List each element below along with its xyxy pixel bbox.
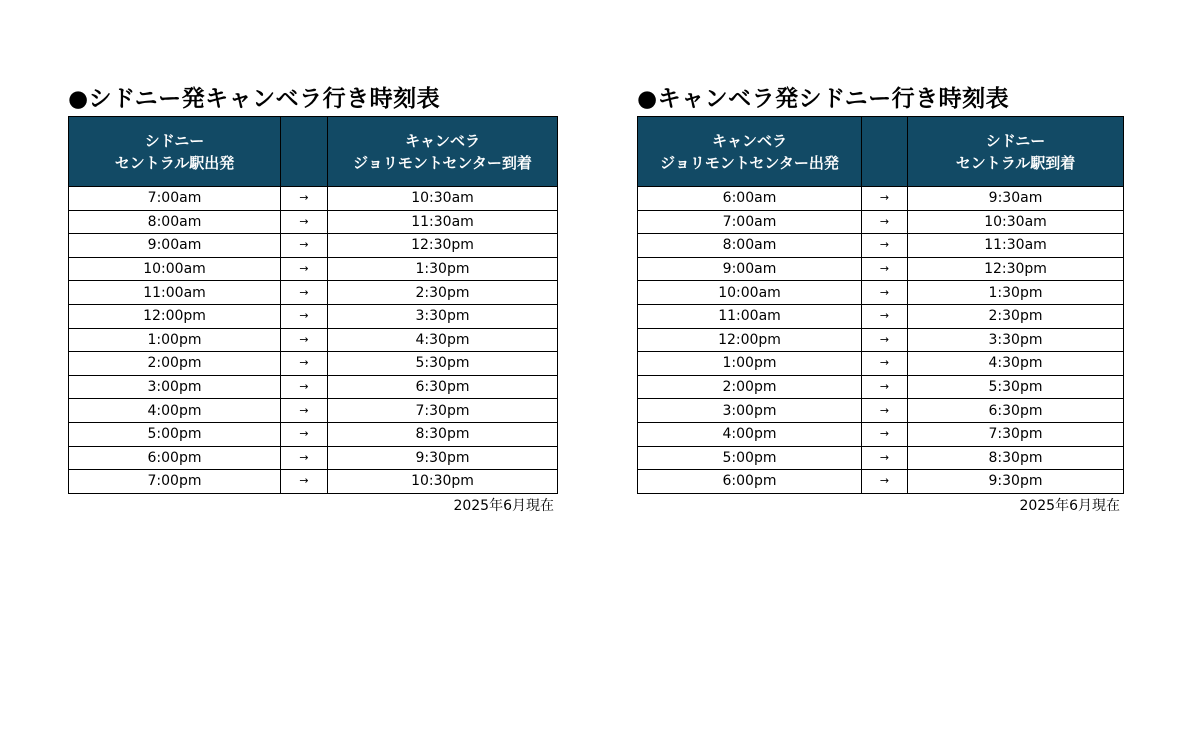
arrival-time-cell: 10:30pm (328, 470, 558, 494)
arrow-icon: → (862, 257, 908, 281)
arrival-time-cell: 1:30pm (908, 281, 1124, 305)
departure-time-cell: 5:00pm (638, 446, 862, 470)
table-row (69, 210, 558, 234)
departure-time-cell: 6:00pm (638, 470, 862, 494)
departure-time-cell: 8:00am (69, 210, 281, 234)
as-of-note: 2025年6月現在 (453, 497, 554, 514)
departure-time-cell: 7:00am (638, 210, 862, 234)
arrival-time-cell: 12:30pm (328, 234, 558, 258)
arrival-time-cell: 4:30pm (908, 352, 1124, 376)
sydney-to-canberra-table (68, 116, 558, 494)
arrival-time-cell: 5:30pm (908, 375, 1124, 399)
arrival-time-cell: 8:30pm (908, 446, 1124, 470)
table-row (69, 187, 558, 211)
arrow-column-header (281, 117, 328, 187)
arrival-time-cell: 7:30pm (908, 422, 1124, 446)
table-row (638, 210, 1124, 234)
table-row (638, 328, 1124, 352)
departure-time-cell: 10:00am (69, 257, 281, 281)
arrival-column-header: シドニー セントラル駅到着 (908, 117, 1124, 187)
departure-time-cell: 3:00pm (638, 399, 862, 423)
arrow-icon: → (281, 375, 328, 399)
arrival-time-cell: 6:30pm (908, 399, 1124, 423)
departure-time-cell: 9:00am (638, 257, 862, 281)
arrow-icon: → (281, 446, 328, 470)
canberra-to-sydney-panel (637, 84, 1124, 515)
table-row (69, 234, 558, 258)
table-row (69, 257, 558, 281)
arrow-icon: → (281, 210, 328, 234)
arrow-icon: → (862, 210, 908, 234)
arrow-icon: → (862, 234, 908, 258)
table-row (638, 375, 1124, 399)
arrow-icon: → (862, 281, 908, 305)
arrow-icon: → (281, 470, 328, 494)
arrow-icon: → (862, 304, 908, 328)
table-row (69, 352, 558, 376)
as-of-note: 2025年6月現在 (1019, 497, 1120, 514)
arrow-icon: → (281, 328, 328, 352)
table-row (69, 399, 558, 423)
arrival-time-cell: 11:30am (328, 210, 558, 234)
sydney-to-canberra-panel (68, 84, 558, 515)
table-header-row (69, 117, 558, 187)
arrow-icon: → (281, 422, 328, 446)
table-row (69, 281, 558, 305)
arrival-time-cell: 9:30am (908, 187, 1124, 211)
table-row (69, 328, 558, 352)
arrow-icon: → (281, 257, 328, 281)
arrival-time-cell: 11:30am (908, 234, 1124, 258)
arrival-time-cell: 8:30pm (328, 422, 558, 446)
arrival-time-cell: 10:30am (908, 210, 1124, 234)
arrow-icon: → (281, 281, 328, 305)
sydney-to-canberra-rows (69, 187, 558, 494)
departure-time-cell: 5:00pm (69, 422, 281, 446)
departure-time-cell: 10:00am (638, 281, 862, 305)
arrow-icon: → (862, 352, 908, 376)
departure-column-header: キャンベラ ジョリモントセンター出発 (638, 117, 862, 187)
table-row (638, 399, 1124, 423)
arrival-time-cell: 5:30pm (328, 352, 558, 376)
arrow-icon: → (281, 304, 328, 328)
departure-time-cell: 11:00am (638, 304, 862, 328)
canberra-to-sydney-rows (638, 187, 1124, 494)
arrival-time-cell: 10:30am (328, 187, 558, 211)
arrow-icon: → (281, 187, 328, 211)
departure-time-cell: 12:00pm (638, 328, 862, 352)
table-row (638, 234, 1124, 258)
arrow-icon: → (862, 375, 908, 399)
arrival-time-cell: 2:30pm (328, 281, 558, 305)
table-header-row (638, 117, 1124, 187)
table-row (638, 257, 1124, 281)
arrival-time-cell: 1:30pm (328, 257, 558, 281)
arrow-icon: → (862, 187, 908, 211)
arrival-time-cell: 2:30pm (908, 304, 1124, 328)
canberra-to-sydney-table (637, 116, 1124, 494)
table-row (69, 375, 558, 399)
departure-time-cell: 12:00pm (69, 304, 281, 328)
table-row (69, 446, 558, 470)
arrival-time-cell: 6:30pm (328, 375, 558, 399)
departure-time-cell: 4:00pm (638, 422, 862, 446)
table-row (69, 422, 558, 446)
departure-time-cell: 6:00pm (69, 446, 281, 470)
table-row (69, 470, 558, 494)
table-row (638, 470, 1124, 494)
departure-time-cell: 2:00pm (638, 375, 862, 399)
arrival-time-cell: 3:30pm (328, 304, 558, 328)
arrow-icon: → (862, 470, 908, 494)
arrival-time-cell: 4:30pm (328, 328, 558, 352)
arrival-time-cell: 7:30pm (328, 399, 558, 423)
table-row (638, 446, 1124, 470)
table-row (638, 422, 1124, 446)
departure-time-cell: 9:00am (69, 234, 281, 258)
arrival-time-cell: 9:30pm (908, 470, 1124, 494)
arrow-column-header (862, 117, 908, 187)
departure-time-cell: 1:00pm (69, 328, 281, 352)
sydney-to-canberra-title: ●シドニー発キャンベラ行き時刻表 (68, 86, 441, 112)
departure-column-header: シドニー セントラル駅出発 (69, 117, 281, 187)
departure-time-cell: 1:00pm (638, 352, 862, 376)
arrival-time-cell: 9:30pm (328, 446, 558, 470)
table-row (638, 281, 1124, 305)
table-row (638, 304, 1124, 328)
arrival-time-cell: 3:30pm (908, 328, 1124, 352)
arrival-time-cell: 12:30pm (908, 257, 1124, 281)
departure-time-cell: 7:00pm (69, 470, 281, 494)
arrow-icon: → (281, 234, 328, 258)
arrow-icon: → (281, 352, 328, 376)
arrow-icon: → (862, 446, 908, 470)
departure-time-cell: 8:00am (638, 234, 862, 258)
arrow-icon: → (862, 422, 908, 446)
departure-time-cell: 3:00pm (69, 375, 281, 399)
departure-time-cell: 4:00pm (69, 399, 281, 423)
departure-time-cell: 6:00am (638, 187, 862, 211)
arrow-icon: → (281, 399, 328, 423)
departure-time-cell: 2:00pm (69, 352, 281, 376)
departure-time-cell: 11:00am (69, 281, 281, 305)
arrow-icon: → (862, 328, 908, 352)
departure-time-cell: 7:00am (69, 187, 281, 211)
arrival-column-header: キャンベラ ジョリモントセンター到着 (328, 117, 558, 187)
table-row (638, 187, 1124, 211)
table-row (69, 304, 558, 328)
arrow-icon: → (862, 399, 908, 423)
canberra-to-sydney-title: ●キャンベラ発シドニー行き時刻表 (637, 86, 1010, 112)
table-row (638, 352, 1124, 376)
